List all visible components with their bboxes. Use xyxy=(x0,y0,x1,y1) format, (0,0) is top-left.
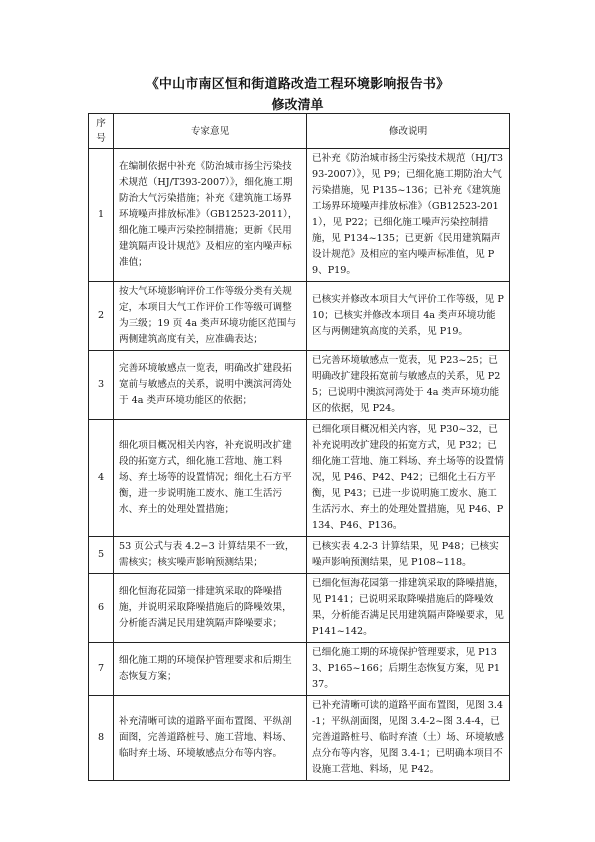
revision-note: 已补充清晰可读的道路平面布置图，见图 3.4-1；平纵剖面图，见图 3.4-2~图 3.4-4，已完善道路桩号、临时弃渣（土）场、环境敏感点分布等内容，见图 3.4-1；已明确本项目不设施工营地、料场，见 P42。 xyxy=(307,696,510,781)
table-row xyxy=(89,696,510,781)
revision-table xyxy=(88,113,510,781)
expert-opinion: 细化恒海花园第一排建筑采取的降噪措施，并说明采取降噪措施后的降噪效果，分析能否满足民用建筑隔声降噪要求； xyxy=(114,574,307,643)
row-number: 5 xyxy=(89,537,114,574)
table-row xyxy=(89,643,510,696)
row-number: 4 xyxy=(89,420,114,537)
row-number: 8 xyxy=(89,696,114,781)
header-no: 序号 xyxy=(89,114,114,149)
table-row xyxy=(89,420,510,537)
header-opinion: 专家意见 xyxy=(114,114,307,149)
row-number: 6 xyxy=(89,574,114,643)
expert-opinion: 补充清晰可读的道路平面布置图、平纵剖面图，完善道路桩号、施工营地、料场、临时弃土场、环境敏感点分布等内容。 xyxy=(114,696,307,781)
table-row xyxy=(89,282,510,351)
expert-opinion: 细化施工期的环境保护管理要求和后期生态恢复方案； xyxy=(114,643,307,696)
table-header-row xyxy=(89,114,510,149)
revision-note: 已核实并修改本项目大气评价工作等级，见 P10；已核实并修改本项目 4a 类声环境功能区与两侧建筑高度的关系，见 P19。 xyxy=(307,282,510,351)
table-row xyxy=(89,351,510,420)
revision-note: 已补充《防治城市扬尘污染技术规范（HJ/T393-2007）》，见 P9；已细化施工期防治大气污染措施，见 P135~136；已补充《建筑施工场界环境噪声排放标准》（GB12523-2011），见 P22；已细化施工噪声污染控制措施，见 P134~135；已更新《民用建筑隔声设计规范》及相应的室内噪声标准值，见 P9、P19。 xyxy=(307,149,510,282)
revision-note: 已完善环境敏感点一览表，见 P23~25；已明确改扩建段拓宽前与敏感点的关系，见 P25；已说明中澳滨河湾处于 4a 类声环境功能区的依据，见 P24。 xyxy=(307,351,510,420)
expert-opinion: 53 页公式与表 4.2−3 计算结果不一致，需核实；核实噪声影响预测结果； xyxy=(114,537,307,574)
expert-opinion: 按大气环境影响评价工作等级分类有关规定，本项目大气工作评价工作等级可调整为三级；19 页 4a 类声环境功能区范围与两侧建筑高度有关，应准确表达； xyxy=(114,282,307,351)
expert-opinion: 细化项目概况相关内容，补充说明改扩建段的拓宽方式，细化施工营地、施工料场、弃土场等的设置情况；细化土石方平衡，进一步说明施工废水、施工生活污水、弃土的处理处置措施； xyxy=(114,420,307,537)
row-number: 1 xyxy=(89,149,114,282)
expert-opinion: 完善环境敏感点一览表，明确改扩建段拓宽前与敏感点的关系，说明中澳滨河湾处于 4a 类声环境功能区的依据； xyxy=(114,351,307,420)
revision-note: 已细化恒海花园第一排建筑采取的降噪措施，见 P141；已说明采取降噪措施后的降噪效果，分析能否满足民用建筑隔声降噪要求，见 P141~142。 xyxy=(307,574,510,643)
row-number: 7 xyxy=(89,643,114,696)
row-number: 2 xyxy=(89,282,114,351)
revision-note: 已细化项目概况相关内容，见 P30~32，已补充说明改扩建段的拓宽方式，见 P32；已细化施工营地、施工料场、弃土场等的设置情况，见 P46、P42、P42；已细化土石方平衡，见 P43；已进一步说明施工废水、施工生活污水、弃土的处理处置措施，见 P46、P134、P46、P136。 xyxy=(307,420,510,537)
expert-opinion: 在编制依据中补充《防治城市扬尘污染技术规范（HJ/T393-2007）》，细化施工期防治大气污染措施；补充《建筑施工场界环境噪声排放标准》（GB12523-2011），细化施工噪声污染控制措施；更新《民用建筑隔声设计规范》及相应的室内噪声标准值； xyxy=(114,149,307,282)
header-response: 修改说明 xyxy=(307,114,510,149)
revision-note: 已细化施工期的环境保护管理要求，见 P133、P165~166；后期生态恢复方案，见 P137。 xyxy=(307,643,510,696)
table-row xyxy=(89,574,510,643)
table-row xyxy=(89,537,510,574)
table-row xyxy=(89,149,510,282)
document-subtitle: 修改清单 xyxy=(271,98,324,113)
revision-note: 已核实表 4.2-3 计算结果，见 P48；已核实噪声影响预测结果，见 P108~118。 xyxy=(307,537,510,574)
row-number: 3 xyxy=(89,351,114,420)
document-title: 《中山市南区恒和街道路改造工程环境影响报告书》 xyxy=(145,77,450,92)
